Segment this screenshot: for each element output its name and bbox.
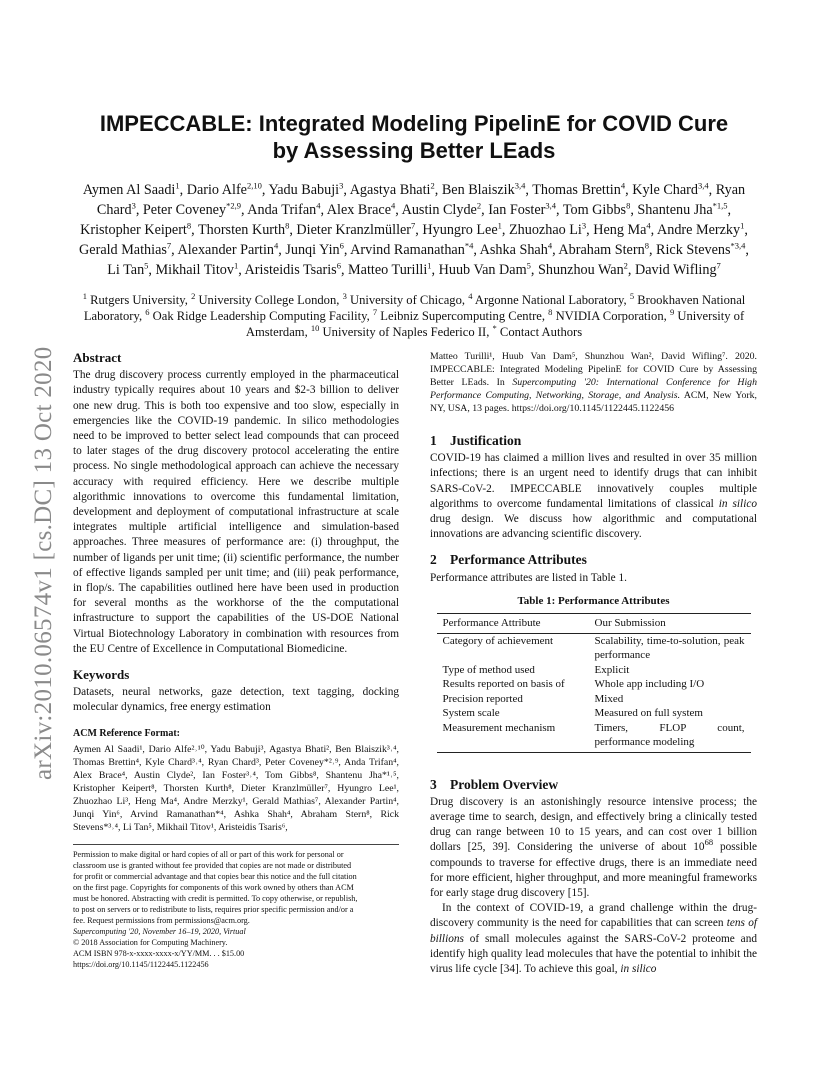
author-name: Dieter Kranzlmüller$^7$ [296,220,416,238]
author-name: Alexander Partin$^4$ [177,240,279,258]
author-name: Shunzhou Wan$^2$ [537,260,628,278]
author-name: Dario Alfe$^{2,10}$ [186,180,262,198]
permission-line: https://doi.org/10.1145/1122445.1122456 [73,959,209,969]
table-cell: Results reported on basis of [442,678,565,691]
left-column [73,350,399,970]
table-row [437,706,751,721]
affiliation: $^9$ University of Amsterdam [245,306,745,339]
table-cell: Scalability, time-to-solution, peak performance [594,634,745,662]
author-name: Aristeidis Tsaris$^6$ [244,260,341,278]
table-cell: Whole app including I/O [594,678,705,691]
affiliation: $^7$ Leibniz Supercomputing Centre [372,306,542,323]
author-name: Andre Merzky$^1$ [656,220,745,238]
ref-right-venue: Supercomputing '20: International Conference for High Performance Computing, Networking, Storage, and Analysis. [430,377,757,401]
permission-line: fee. Request permissions from permissions@acm.org. [73,915,250,925]
table-cell: Mixed [594,692,624,705]
section-number: 2 [430,552,437,568]
author-list: Aymen Al Saadi$^1$, Dario Alfe$^{2,10}$, Yadu Babuji$^3$, Agastya Bhati$^2$, Ben Blaiszik$^{3,4}$, Thomas Brettin$^4$, Kyle Chard$^{3,4}$, Ryan Chard$^3$, Peter Coveney$^{*2,9}$, Anda Trifan$^4$, Alex Brace$^4$, Austin Clyde$^2$, Ian Foster$^{3,4}$, Tom Gibbs$^8$, Shantenu Jha$^{*1,5}$, Kristopher Keipert$^8$, Thorsten Kurth$^8$, Dieter Kranzlmüller$^7$, Hyungro Lee$^1$, Zhuozhao Li$^3$, Heng Ma$^4$, Andre Merzky$^1$, Gerald Mathias$^7$, Alexander Partin$^4$, Junqi Yin$^6$, Arvind Ramanathan$^{*4}$, Ashka Shah$^4$, Abraham Stern$^8$, Rick Stevens$^{*3,4}$, Li Tan$^5$, Mikhail Titov$^1$, Aristeidis Tsaris$^6$, Matteo Turilli$^1$, Huub Van Dam$^5$, Shunzhou Wan$^2$, David Wifling$^7$ [79,180,749,278]
author-name: Ben Blaiszik$^{3,4}$ [441,180,526,198]
author-name: Junqi Yin$^6$ [285,240,344,258]
ref-right-text-a: Matteo Turilli¹, Huub Van Dam⁵, Shunzhou Wan², David Wifling⁷. 2020. IMPECCABLE: Integrated Modeling PipelinE for COVID Cure by Assessing Better LEads. In [430,351,757,388]
table-cell: Timers, FLOP count, performance modeling [589,721,751,753]
acm-reference-left: Aymen Al Saadi¹, Dario Alfe²˒¹⁰, Yadu Babuji³, Agastya Bhati², Ben Blaiszik³˒⁴, Thomas Brettin⁴, Kyle Chard³˒⁴, Ryan Chard³, Peter Coveney*²˒⁹, Anda Trifan⁴, Alex Brace⁴, Austin Clyde², Ian Foster³˒⁴, Tom Gibbs⁸, Shantenu Jha*¹˒⁵, Kristopher Keipert⁸, Thorsten Kurth⁸, Dieter Kranzlmüller⁷, Hyungro Lee¹, Zhuozhao Li³, Heng Ma⁴, Andre Merzky¹, Gerald Mathias⁷, Alexander Partin⁴, Junqi Yin⁶, Arvind Ramanathan*⁴, Ashka Shah⁴, Abraham Stern⁸, Rick Stevens*³˒⁴, Li Tan⁵, Mikhail Titov¹, Aristeidis Tsaris⁶, [73,743,399,833]
affiliation: * Contact Authors [492,322,583,339]
author-name: Aymen Al Saadi$^1$ [82,180,180,198]
permission-line: Permission to make digital or hard copies of all or part of this work for personal or [73,849,344,859]
table-cell: Measurement mechanism [437,721,589,753]
permission-line: to post on servers or to redistribute to lists, requires prior specific permission and/or a [73,904,354,914]
affiliation: $^3$ University of Chicago [342,290,462,307]
table-row [437,633,751,663]
author-name: Alex Brace$^4$ [326,200,396,218]
affiliation: $^8$ NVIDIA Corporation [548,306,664,323]
author-name: Austin Clyde$^2$ [401,200,482,218]
table-row [437,663,751,678]
table-cell: Explicit [594,663,630,676]
permission-line: on the first page. Copyrights for components of this work owned by others than ACM [73,882,354,892]
author-name: Arvind Ramanathan$^{*4}$ [350,240,474,258]
arxiv-watermark [4,280,56,780]
section-number: 3 [430,776,437,792]
author-name: Matteo Turilli$^1$ [348,260,432,278]
author-name: Abraham Stern$^8$ [558,240,649,258]
author-name: Gerald Mathias$^7$ [79,240,172,258]
author-name: Hyungro Lee$^1$ [422,220,502,238]
author-name: Ryan Chard$^3$ [96,182,746,218]
problem-paragraph-1: Drug discovery is an astonishingly resource intensive process; the average time to search, design, and effectively bring a clinically tested drug can range between 10 to 15 years, and can cost over 1 billion dollars [25, 39]. Considering the universe of about $10^{68}$ possible compounds to traverse for effective drugs, there is an immediate need for more efficient, higher throughput, and more meaningful frameworks for early stage drug discovery [15]. [430,795,757,899]
author-name: Peter Coveney$^{*2,9}$ [142,200,241,218]
author-name: Kyle Chard$^{3,4}$ [632,180,709,198]
section-number: 1 [430,433,437,448]
affiliation-list: $^1$ Rutgers University, $^2$ University College London, $^3$ University of Chicago, $^4$ Argonne National Laboratory, $^5$ Brookhaven National Laboratory, $^6$ Oak Ridge Leadership Computing Facility, $^7$ Leibniz Supercomputing Centre, $^8$ NVIDIA Corporation, $^9$ University of Amsterdam, $^{10}$ University of Naples Federico II, * Contact Authors [82,290,746,339]
keywords-heading: Keywords [73,667,130,683]
permission-line: must be honored. Abstracting with credit is permitted. To copy otherwise, or republish, [73,893,358,903]
author-name: Anda Trifan$^4$ [247,200,321,218]
author-name: Thomas Brettin$^4$ [532,180,626,198]
permission-line: classroom use is granted without fee provided that copies are not made or distributed [73,860,352,870]
abstract-heading: Abstract [73,350,122,365]
author-name: Ashka Shah$^4$ [479,240,553,258]
permission-line: © 2018 Association for Computing Machinery. [73,937,228,947]
acm-reference-heading: ACM Reference Format: [73,727,180,739]
author-name: Shantenu Jha$^{*1,5}$ [637,200,728,218]
author-name: Zhuozhao Li$^3$ [508,220,587,238]
section-performance-heading [430,552,757,567]
table-row [437,677,751,692]
permission-line: Supercomputing '20, November 16–19, 2020, Virtual [73,926,246,936]
title-line-1: IMPECCABLE: Integrated Modeling PipelinE for COVID Cure [99,111,729,136]
justification-text: COVID-19 has claimed a million lives and resulted in over 35 million infections; there is an urgent need to identify drugs that can inhibit SARS-CoV-2. IMPECCABLE innovatively couples multiple algorithms to overcome fundamental limitations of classical in silico drug design. We discuss how algorithmic and computational innovations are advancing scientific discovery. [430,452,757,541]
author-name: Kristopher Keipert$^8$ [80,220,192,238]
title-line-2: by Assessing Better LEads [272,138,556,163]
table-cell: Precision reported [442,692,523,705]
right-column [430,350,757,977]
author-name: Li Tan$^5$ [107,260,149,278]
table-cell: Type of method used [442,663,535,676]
table-header-row [437,614,751,634]
affiliation: $^6$ Oak Ridge Leadership Computing Facility [145,306,367,323]
author-name: Tom Gibbs$^8$ [562,200,631,218]
affiliation: $^2$ University College London [191,290,337,307]
abstract-text: The drug discovery process currently employed in the pharmaceutical industry typically requires about 10 years and $2-3 billion to deliver one new drug. This is both too expensive and too slow, especially in emergencies like the COVID-19 pandemic. In silico methodologies need to be improved to better select lead compounds that can proceed to later stages of the drug discovery protocol accelerating the entire process. No single methodological approach can achieve the necessary accuracy with required efficiency. Here we describe multiple algorithmic innovations to overcome this fundamental limitation, development and deployment of computational infrastructure at scale integrates multiple artificial intelligence and simulation-based approaches. Three measures of performance are: (i) throughput, the number of ligands per unit time; (ii) scientific performance, the number of effective ligands sampled per unit time; and (iii) peak performance, in flop/s. The capabilities outlined here have been used in production for several months as the workhorse of the the computational infrastructure to support the capabilities of the US-DOE National Virtual Biotechnology Laboratory in combination with resources from the EU Centre of Excellence in Computational Biomedicine. [73,369,399,655]
author-name: Yadu Babuji$^3$ [268,180,344,198]
section-justification-heading [430,433,757,448]
author-name: Mikhail Titov$^1$ [155,260,239,278]
table-header-cell: Performance Attribute [437,614,589,634]
arxiv-stamp: arXiv:2010.06574v1 [cs.DC] 13 Oct 2020 [30,346,57,780]
section-title: Performance Attributes [450,552,587,568]
section-title: Justification [450,433,522,448]
author-name: Agastya Bhati$^2$ [349,180,435,198]
permission-line: for profit or commercial advantage and that copies bear this notice and the full citation [73,871,357,881]
paper-title [60,110,768,164]
author-name: Huub Van Dam$^5$ [438,260,531,278]
author-name: Ian Foster$^{3,4}$ [488,200,556,218]
table-cell: Category of achievement [442,634,554,647]
problem-paragraph-2: In the context of COVID-19, a grand challenge within the drug-discovery community is the need for capabilities that can screen tens of billions of small molecules against the SARS-CoV-2 proteome and identify high quality lead molecules that have the potential to inhibit the virus life cycle [34]. To achieve this goal, in silico [430,902,757,975]
table-row [437,721,751,753]
section-problem-heading [430,777,757,792]
permission-line: ACM ISBN 978-x-xxxx-xxxx-x/YY/MM. . . $15.00 [73,948,245,958]
keywords-text: Datasets, neural networks, gaze detection, text tagging, docking molecular dynamics, free energy estimation [73,686,399,714]
table-cell: System scale [442,707,500,720]
section-title: Problem Overview [450,776,559,792]
author-name: David Wifling$^7$ [635,260,721,278]
author-name: Rick Stevens$^{*3,4}$ [656,240,746,258]
performance-table [437,613,751,753]
table-row [437,692,751,707]
author-name: Heng Ma$^4$ [593,220,651,238]
table-header-cell: Our Submission [589,614,751,634]
table-caption: Table 1: Performance Attributes [517,594,670,607]
affiliation: $^5$ Brookhaven National Laboratory [83,290,746,323]
table-cell: Measured on full system [594,707,703,720]
ref-right-text-b: ACM, New York, NY, USA, 13 pages. https://doi.org/10.1145/1122445.1122456 [430,390,757,414]
acm-reference-right [430,350,757,415]
performance-text: Performance attributes are listed in Table 1. [430,571,627,584]
affiliation: $^1$ Rutgers University [82,290,185,307]
permission-notice [73,844,399,970]
affiliation: $^4$ Argonne National Laboratory [468,290,624,307]
author-name: Thorsten Kurth$^8$ [197,220,290,238]
affiliation: $^{10}$ University of Naples Federico II [310,322,487,339]
